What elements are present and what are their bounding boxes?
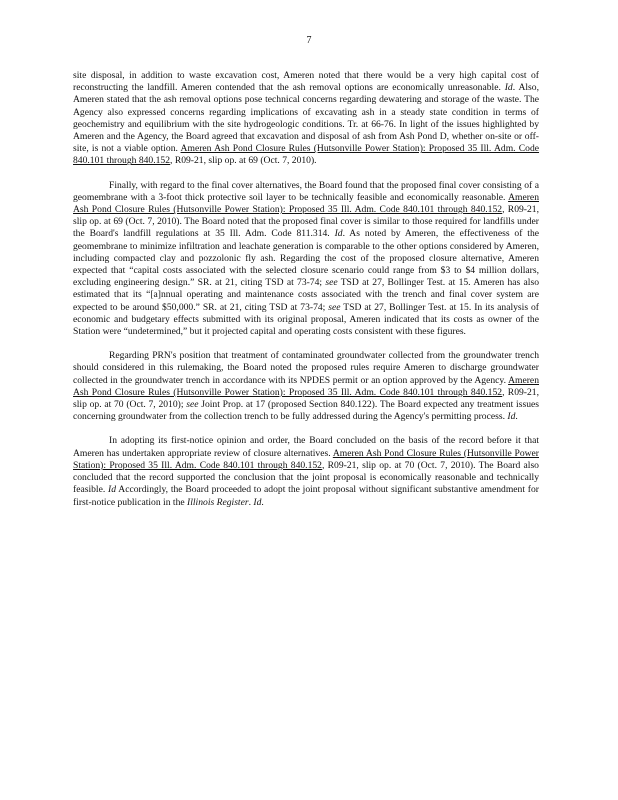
italic-citation-signal: Id: [108, 484, 117, 496]
italic-citation-signal: see: [328, 301, 341, 313]
paragraph-text: , R09-21, slip op. at 70 (Oct. 7, 2010). The Board also concluded that the record supported the conclusion that the joint proposal is economically reasonable and technically feasible.: [73, 459, 539, 496]
italic-citation-signal: Id: [334, 228, 343, 240]
italic-citation-signal: see: [325, 277, 338, 289]
paragraph-groundwater-treatment: [73, 350, 539, 423]
paragraph-text: site disposal, in addition to waste excavation cost, Ameren noted that there would be a very high capital cost of reconstructing the landfill. Ameren contended that the ash removal options are economically unreasonable.: [73, 70, 539, 94]
paragraph-text: TSD at 27, Bollinger Test. at 15. Ameren has also estimated that its “[a]nnual operating and maintenance costs associated with the trench and final cover system are expected to be around $50,000.” SR. at 21, citing TSD at 73-74;: [73, 277, 539, 313]
document-body: [73, 70, 539, 521]
italic-citation-signal: Illinois Register: [187, 496, 249, 508]
case-citation: Ameren Ash Pond Closure Rules (Hutsonville Power Station): Proposed 35 Ill. Adm. Code 840.101 through 840.152: [73, 191, 539, 216]
paragraph-text: TSD at 27, Bollinger Test. at 15. In its analysis of economic and budgetary effects submitted with its original proposal, Ameren indicated that its costs as owner of the Station were “undetermined,” but it projected capital and operating costs consistent with these figures.: [73, 301, 540, 338]
paragraph-text: .: [515, 411, 518, 423]
paragraph-text: , R09-21, slip op. at 69 (Oct. 7, 2010). The Board noted that the proposed final cover is similar to those required for landfills under the Board's landfill regulations at 35 Ill. Adm. Code 811.314.: [73, 204, 539, 240]
paragraph-text: Regarding PRN's position that treatment of contaminated groundwater collected from the groundwater trench should considered in this rulemaking, the Board noted the proposed rules require Ameren to discharge groundwater collected in the groundwater trench in accordance with its NPDES permit or an option approved by the Agency.: [73, 350, 539, 386]
paragraph-text: , R09-21, slip op. at 70 (Oct. 7, 2010);: [73, 386, 539, 411]
italic-citation-signal: Id: [507, 411, 516, 423]
paragraph-text: Joint Prop. at 17 (proposed Section 840.122). The Board expected any treatment issues concerning groundwater from the collection trench to be fully addressed during the Agency's permitting process.: [73, 399, 539, 423]
paragraph-text: , R09-21, slip op. at 69 (Oct. 7, 2010).: [170, 155, 317, 167]
case-citation: Ameren Ash Pond Closure Rules (Hutsonville Power Station): Proposed 35 Ill. Adm. Code 840.101 through 840.152: [73, 447, 539, 471]
paragraph-first-notice: [73, 435, 539, 508]
paragraph-text: .: [248, 496, 254, 508]
page-number: 7: [306, 35, 312, 46]
case-citation: Ameren Ash Pond Closure Rules (Hutsonville Power Station): Proposed 35 Ill. Adm. Code 840.101 through 840.152: [73, 143, 540, 167]
case-citation: Ameren Ash Pond Closure Rules (Hutsonville Power Station): Proposed 35 Ill. Adm. Code 840.101 through 840.152: [73, 374, 539, 398]
paragraph-text: In adopting its first-notice opinion and order, the Board concluded on the basis of the record before it that Ameren has undertaken appropriate review of closure alternatives.: [73, 435, 539, 459]
paragraph-final-cover: [73, 180, 539, 339]
paragraph-text: Accordingly, the Board proceeded to adopt the joint proposal without significant substantive amendment for first-notice publication in the: [73, 484, 539, 508]
paragraph-text: . As noted by Ameren, the effectiveness of the geomembrane to minimize infiltration and leachate generation is comparable to the other options considered by Ameren, including compacted clay and pozzolonic fly ash. Regarding the cost of the proposed closure alternative, Ameren expected that “capital costs associated with the selected closure scenario could range from $3 to $4 million dollars, excluding engineering design.” SR. at 21, citing TSD at 73-74;: [73, 228, 539, 289]
italic-citation-signal: Id: [253, 496, 262, 508]
italic-citation-signal: Id: [504, 82, 513, 94]
paragraph-text: . Also, Ameren stated that the ash removal options pose technical concerns regarding dewatering and storage of the waste. The Agency also expressed concerns regarding implications of excavating ash in a steady state condition in terms of geochemistry and equilibrium with the site hydrogeologic conditions. Tr. at 66-76. In light of the issues highlighted by Ameren and the Agency, the Board agreed that excavation and disposal of ash from Ash Pond D, whether on-site or off-site, is not a viable option.: [73, 82, 539, 155]
italic-citation-signal: see: [186, 399, 199, 411]
paragraph-text: .: [261, 496, 264, 508]
paragraph-ash-removal-costs: [73, 70, 539, 168]
paragraph-text: Finally, with regard to the final cover alternatives, the Board found that the proposed final cover consisting of a geomembrane with a 3-foot thick protective soil layer to be technically feasible and economically reasonable.: [73, 179, 539, 203]
